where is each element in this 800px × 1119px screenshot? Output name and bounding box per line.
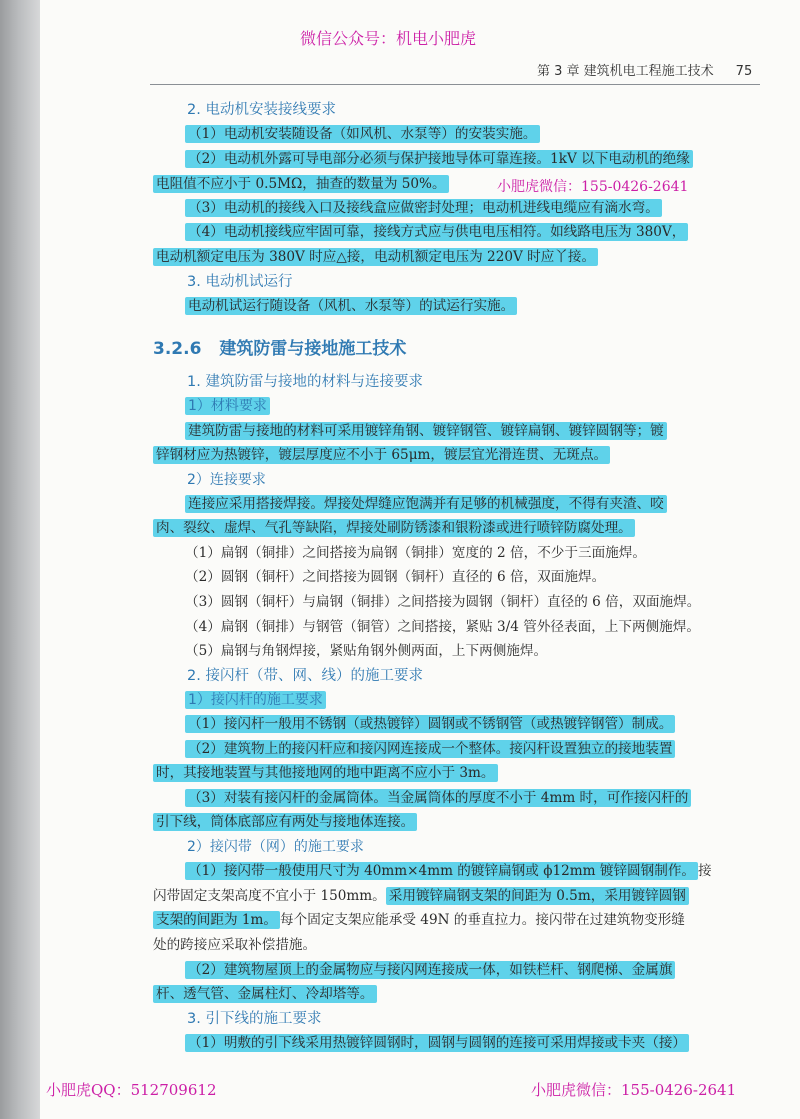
highlighted-text: 支架的间距为 1m。 xyxy=(153,911,280,929)
text-span: 闪带固定支架高度不宜小于 150mm。 xyxy=(153,888,386,904)
text-line xyxy=(185,641,547,661)
text-line xyxy=(185,124,540,144)
highlighted-text: （2）电动机外露可导电部分必须与保护接地导体可靠连接。1kV 以下电动机的绝缘 xyxy=(185,150,693,168)
highlighted-text: 时，其接地装置与其他接地网的地中距离不应小于 3m。 xyxy=(153,764,498,782)
text-span: 1. 建筑防雷与接地的材料与连接要求 xyxy=(187,374,423,390)
running-header xyxy=(537,60,752,79)
text-span: 2. 接闪杆（带、网、线）的施工要求 xyxy=(187,668,423,684)
text-line xyxy=(153,247,598,267)
text-line xyxy=(153,984,377,1004)
text-span: （3）圆钢（铜杆）与扁钢（铜排）之间搭接为圆钢（铜杆）直径的 6 倍，双面施焊。 xyxy=(185,594,701,610)
highlighted-text: 杆、透气管、金属柱灯、冷却塔等。 xyxy=(153,985,377,1003)
text-span: （1）扁钢（铜排）之间搭接为扁钢（铜排）宽度的 2 倍，不少于三面施焊。 xyxy=(185,545,646,561)
highlighted-text: 锌钢材应为热镀锌，镀层厚度应不小于 65μm，镀层宜光滑连贯、无斑点。 xyxy=(153,446,610,464)
subheading xyxy=(187,272,292,292)
text-line xyxy=(153,518,635,538)
highlighted-text: （2）建筑物屋顶上的金属物应与接闪网连接成一体，如铁栏杆、钢爬梯、金属旗 xyxy=(185,961,675,979)
subheading xyxy=(187,666,423,686)
highlighted-text: 连接应采用搭接焊接。焊接处焊缝应饱满并有足够的机械强度，不得有夹渣、咬 xyxy=(185,495,667,513)
subheading xyxy=(187,1009,321,1029)
text-line xyxy=(153,910,685,930)
highlighted-text: （1）接闪带一般使用尺寸为 40mm×4mm 的镀锌扁钢或 ϕ12mm 镀锌圆钢制作。 xyxy=(185,862,698,880)
watermark-middle: 小肥虎微信：155-0426-2641 xyxy=(497,179,689,195)
subheading xyxy=(187,470,266,490)
text-span: 2. 电动机安装接线要求 xyxy=(187,102,336,118)
text-span: 3. 引下线的施工要求 xyxy=(187,1011,322,1027)
highlighted-text: 电动机额定电压为 380V 时应△接，电动机额定电压为 220V 时应丫接。 xyxy=(153,248,598,266)
text-line xyxy=(153,763,498,783)
highlighted-text: （1）电动机安装随设备（如风机、水泵等）的安装实施。 xyxy=(185,125,540,143)
subheading xyxy=(185,396,270,416)
text-line xyxy=(185,861,712,881)
text-span: 2）连接要求 xyxy=(187,472,266,488)
text-line xyxy=(185,714,675,734)
text-span: 2）接闪带（网）的施工要求 xyxy=(187,839,364,855)
text-span: 每个固定支架应能承受 49N 的垂直拉力。接闪带在过建筑物变形缝 xyxy=(280,912,685,928)
section-number: 3.2.6 xyxy=(153,339,202,359)
highlighted-text: （1）接闪杆一般用不锈钢（或热镀锌）圆钢或不锈钢管（或热镀锌钢管）制成。 xyxy=(185,715,675,733)
text-line xyxy=(185,1033,689,1053)
text-line xyxy=(185,567,605,587)
highlighted-text: 1）材料要求 xyxy=(185,397,270,415)
text-line xyxy=(153,812,417,832)
text-span: 3. 电动机试运行 xyxy=(187,274,293,290)
highlighted-text: 电动机试运行随设备（风机、水泵等）的试运行实施。 xyxy=(185,297,517,315)
text-line xyxy=(185,421,667,441)
watermark-bottom-left: 小肥虎QQ：512709612 xyxy=(46,1081,217,1099)
highlighted-text: 建筑防雷与接地的材料可采用镀锌角钢、镀锌钢管、镀锌扁钢、镀锌圆钢等；镀 xyxy=(185,422,667,440)
text-line xyxy=(153,886,689,906)
text-line xyxy=(185,543,646,563)
watermark-bottom-right: 小肥虎微信：155-0426-2641 xyxy=(531,1081,737,1099)
highlighted-text: （4）电动机接线应牢固可靠，接线方式应与供电电压相符。如线路电压为 380V， xyxy=(185,223,688,241)
subheading xyxy=(187,372,423,392)
watermark-top: 微信公众号：机电小肥虎 xyxy=(300,29,477,48)
highlighted-text: （2）建筑物上的接闪杆应和接闪网连接成一个整体。接闪杆设置独立的接地装置 xyxy=(185,740,675,758)
text-line xyxy=(153,935,316,955)
text-line xyxy=(185,494,667,514)
book-spine-shadow xyxy=(0,0,40,1119)
highlighted-text: （1）明敷的引下线采用热镀锌圆钢时，圆钢与圆钢的连接可采用焊接或卡夹（接） xyxy=(185,1034,689,1052)
text-span: 接 xyxy=(698,863,712,879)
text-span: 处的跨接应采取补偿措施。 xyxy=(153,937,317,953)
text-line xyxy=(153,174,449,194)
section-heading xyxy=(153,334,406,359)
highlighted-text: 1）接闪杆的施工要求 xyxy=(185,691,326,709)
subheading xyxy=(187,100,336,120)
text-line xyxy=(185,592,700,612)
subheading xyxy=(185,690,326,710)
text-line xyxy=(185,960,675,980)
section-title: 建筑防雷与接地施工技术 xyxy=(219,339,407,359)
text-line xyxy=(185,617,700,637)
text-line xyxy=(185,198,662,218)
highlighted-text: 肉、裂纹、虚焊、气孔等缺陷，焊接处刷防锈漆和银粉漆或进行喷锌防腐处理。 xyxy=(153,519,635,537)
text-span: （2）圆钢（铜杆）之间搭接为圆钢（铜杆）直径的 6 倍，双面施焊。 xyxy=(185,569,606,585)
highlighted-text: 引下线，筒体底部应有两处与接地体连接。 xyxy=(153,813,417,831)
text-span: （4）扁钢（铜排）与钢管（铜管）之间搭接，紧贴 3/4 管外径表面，上下两侧施焊。 xyxy=(185,619,700,635)
text-line xyxy=(185,739,675,759)
header-rule xyxy=(150,84,760,85)
highlighted-text: 电阻值不应小于 0.5MΩ，抽查的数量为 50%。 xyxy=(153,175,449,193)
highlighted-text: （3）电动机的接线入口及接线盒应做密封处理；电动机进线电缆应有滴水弯。 xyxy=(185,199,662,217)
subheading xyxy=(187,837,364,857)
text-line xyxy=(185,788,691,808)
text-line xyxy=(185,296,517,316)
page-number: 75 xyxy=(735,64,753,79)
highlighted-text: 采用镀锌扁钢支架的间距为 0.5m，采用镀锌圆钢 xyxy=(386,887,689,905)
text-span: （5）扁钢与角钢焊接，紧贴角钢外侧两面，上下两侧施焊。 xyxy=(185,643,548,659)
text-line xyxy=(185,222,688,242)
text-line xyxy=(153,445,610,465)
highlighted-text: （3）对装有接闪杆的金属筒体。当金属筒体的厚度不小于 4mm 时，可作接闪杆的 xyxy=(185,789,691,807)
text-line xyxy=(185,149,693,169)
chapter-title: 第 3 章 建筑机电工程施工技术 xyxy=(537,64,714,79)
